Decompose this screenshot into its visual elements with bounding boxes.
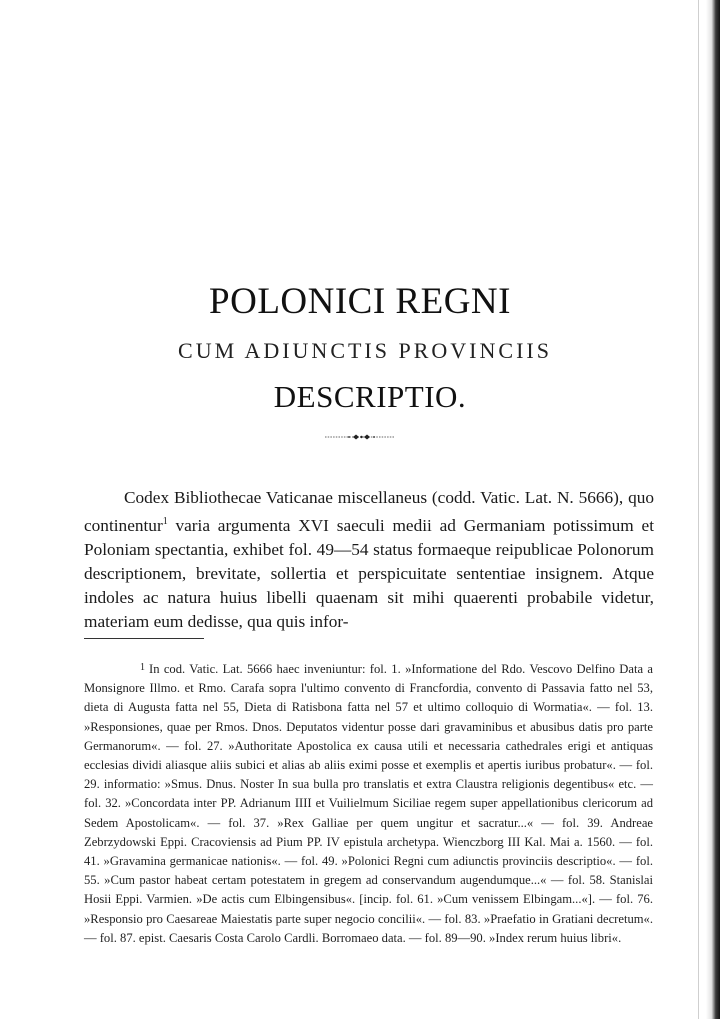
footnote-marker: 1 <box>140 662 145 673</box>
paragraph-text-start: Codex Bibliothecae Vaticanae miscellaneus (codd. Vatic. Lat. N. 5666), quo continentur <box>84 488 654 535</box>
footnote-text: In cod. Vatic. Lat. 5666 haec inveniuntur: fol. 1. »Informatione del Rdo. Vescovo Delfino Data a Monsignore Illmo. et Rmo. Carafa sopra l'ultimo convento di Francfordia, convento di Passavia fatto nel 53, dieta di Augusta fatta nel 55, Dieta di Ratisbona fatta nel 57 et ultimo colloquio di Wormatia«. — fol. 13. »Responsiones, quae per Rmos. Dnos. Deputatos videntur posse dari gravaminibus et abusibus datis pro parte Germanorum«. — fol. 27. »Authoritate Apostolica ex causa utili et necessaria cathedrales erigi et antiquas ecclesias dividi aliasque aliis subici et alias ab aliis eximi posse et exemplis et apertis iuribus probatur«. — fol. 29. informatio: »Smus. Dnus. Noster In sua bulla pro translatis et extra Claustra religionis degentibus« etc. — fol. 32. »Concordata inter PP. Adrianum IIII et Vuilielmum Siciliae regem super appellationibus clericorum ad Sedem Apostolicam«. — fol. 37. »Rex Galliae per quem ungitur et sacratur...« — fol. 39. Andreae Zebrzydowski Eppi. Cracoviensis ad Pium PP. IV epistula archetypa. Wienczborg III Kal. Mai a. 1560. — fol. 41. »Gravamina germanicae nationis«. — fol. 49. »Polonici Regni cum adiunctis provinciis descriptio«. — fol. 55. »Cum pastor habeat certam potestatem in gregem ad conservandum augendumque...« — fol. 58. Stanislai Hosii Eppi. Varmien. »De actis cum Elbingensibus«. [incip. fol. 61. »Cum venissem Elbingam...«]. — fol. 76. »Responsio pro Caesareae Maiestatis parte super negocio concilii«. — fol. 83. »Praefatio in Gratiani decretum«. — fol. 87. epist. Caesaris Costa Carolo Cardli. Borromaeo data. — fol. 89—90. »Index rerum huius libri«. <box>84 662 653 945</box>
page-edge-shadow <box>706 0 720 1019</box>
page-title-secondary: DESCRIPTIO. <box>273 379 467 414</box>
scan-shadow-line <box>698 0 699 1019</box>
page-subtitle: CUM ADIUNCTIS PROVINCIIS <box>178 338 552 363</box>
footnote <box>84 658 653 948</box>
paragraph-text-end: varia argumenta XVI saeculi medii ad Germaniam potissimum et Poloniam spectantia, exhibet fol. 49—54 status formaeque reipublicae Polonorum descriptionem, brevitate, sollertia et perspicuitate sententiae insignem. Atque indoles ac natura huius libelli quaenam sit mihi quaerenti probabile videtur, materiam eum dedisse, qua quis infor- <box>84 515 654 631</box>
ornamental-divider-icon <box>323 432 397 442</box>
page-title: POLONICI REGNI <box>209 281 511 322</box>
footnote-reference: 1 <box>162 516 168 527</box>
main-paragraph <box>84 486 654 634</box>
footnote-separator <box>84 638 204 639</box>
